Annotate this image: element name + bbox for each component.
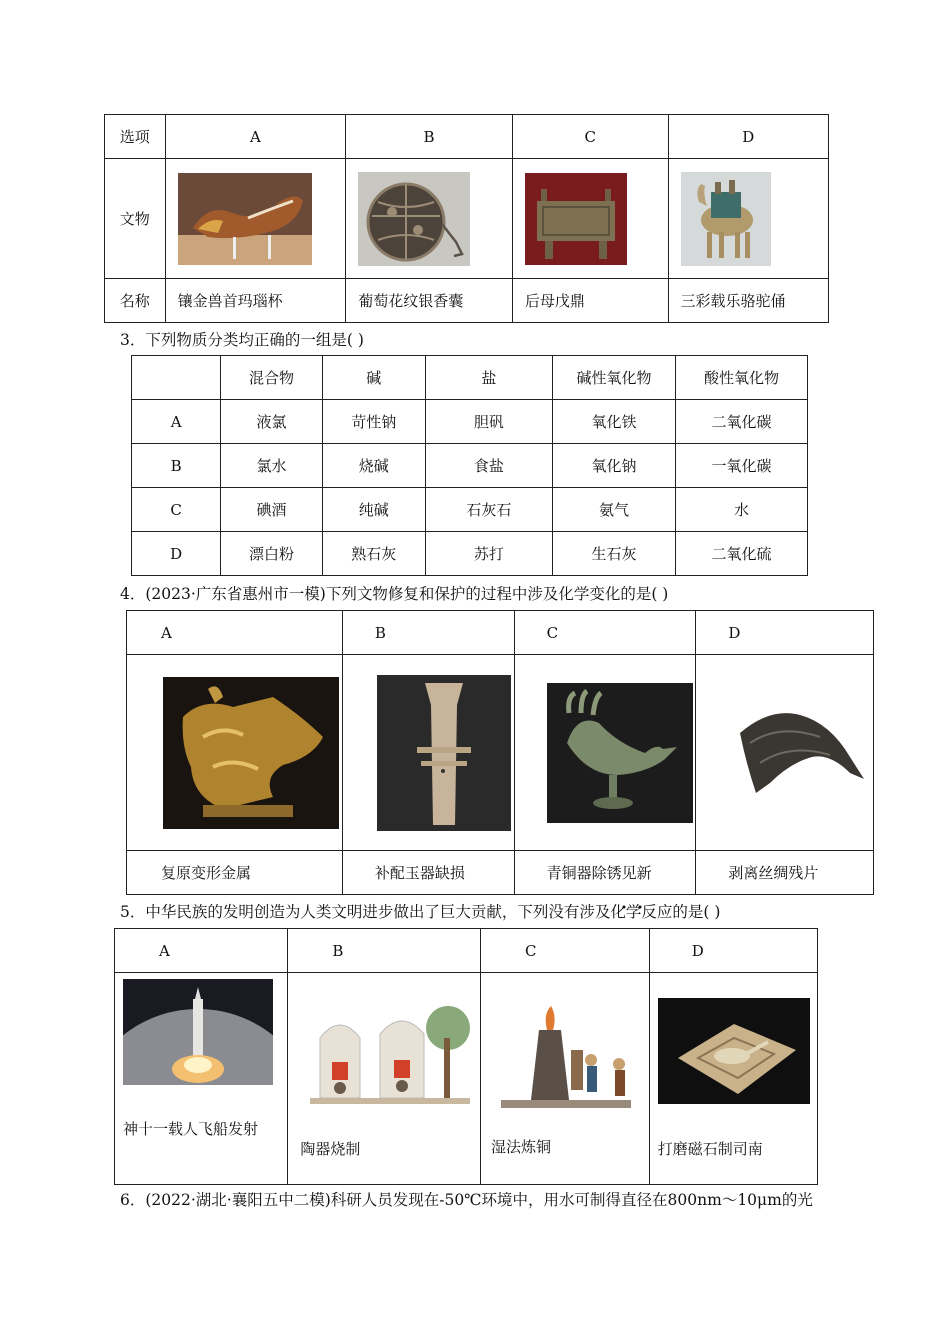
artifact-b-cell [346,159,513,279]
jade-blade-image [377,675,511,831]
table-cell: 苛性钠 [322,400,425,444]
class-row-d [132,532,808,576]
rocket-launch-image [123,979,273,1085]
q5-caption-b: 陶器烧制 [300,1140,361,1158]
artifact-table [104,114,829,323]
invention-table [114,928,818,1185]
table-cell: 胆矾 [425,400,552,444]
q4-image-a-cell [127,655,343,851]
q5-cell-d [649,973,817,1185]
table-cell: 生石灰 [552,532,675,576]
q4-option-c: C [514,611,696,655]
class-header-salt: 盐 [425,356,552,400]
pottery-kiln-image [300,998,472,1122]
q5-option-d: D [649,929,817,973]
q5-cell-c [480,973,649,1185]
q4-image-d-cell [696,655,874,851]
copper-smelting-image [491,1000,641,1120]
q5-option-a: A [115,929,288,973]
name-c: 后母戊鼎 [512,279,668,323]
q5-caption-d: 打磨磁石制司南 [657,1140,763,1158]
row-label-name: 名称 [105,279,166,323]
class-header-acidic-oxide: 酸性氧化物 [675,356,807,400]
table-cell: 石灰石 [425,488,552,532]
name-a: 镶金兽首玛瑙杯 [165,279,346,323]
header-d: D [668,115,829,159]
table-cell: 食盐 [425,444,552,488]
q4-caption-c: 青铜器除锈见新 [514,851,696,895]
class-header-empty [132,356,221,400]
question-3-text: 3．下列物质分类均正确的一组是( ) [120,331,364,349]
q4-image-b-cell [342,655,514,851]
table-cell: 氯水 [221,444,322,488]
classification-table [131,355,808,576]
table-cell: 二氧化硫 [675,532,807,576]
question-5-text: 5．中华民族的发明创造为人类文明进步做出了巨大贡献，下列没有涉及化学反应的是( ) [120,903,721,921]
table-cell: 熟石灰 [322,532,425,576]
bronze-bird-image [547,683,693,823]
table-cell: 纯碱 [322,488,425,532]
name-b: 葡萄花纹银香囊 [346,279,513,323]
artifact-a-cell [165,159,346,279]
class-header-base: 碱 [322,356,425,400]
header-option: 选项 [105,115,166,159]
question-6-text: 6．(2022·湖北·襄阳五中二模)科研人员发现在-50℃环境中，用水可制得直径在800nm～10μm的光 [120,1191,813,1209]
agate-cup-image [178,173,312,265]
table-cell: 水 [675,488,807,532]
q5-cell-a [115,973,288,1185]
tricolor-camel-image [681,172,771,266]
compass-sinan-image [658,998,810,1104]
row-label-artifact: 文物 [105,159,166,279]
table-cell: B [132,444,221,488]
q4-option-b: B [342,611,514,655]
header-c: C [512,115,668,159]
silk-fragment-image [730,693,870,813]
table-cell: 烧碱 [322,444,425,488]
q5-caption-c: 湿法炼铜 [490,1138,551,1156]
q4-image-c-cell [514,655,696,851]
table-cell: 氨气 [552,488,675,532]
table-cell: 氧化钠 [552,444,675,488]
header-b: B [346,115,513,159]
gold-mask-image [163,677,339,829]
table-cell: 碘酒 [221,488,322,532]
question-4-text: 4．(2023·广东省惠州市一模)下列文物修复和保护的过程中涉及化学变化的是( ) [120,585,669,603]
q5-option-c: C [480,929,649,973]
q4-option-d: D [696,611,874,655]
artifact-d-cell [668,159,829,279]
restoration-table [126,610,874,895]
table-cell: A [132,400,221,444]
table-cell: 液氯 [221,400,322,444]
table-cell: 一氧化碳 [675,444,807,488]
class-header-basic-oxide: 碱性氧化物 [552,356,675,400]
q4-option-a: A [127,611,343,655]
class-row-c [132,488,808,532]
artifact-c-cell [512,159,668,279]
table-cell: C [132,488,221,532]
table-cell: 苏打 [425,532,552,576]
q5-cell-b [288,973,481,1185]
table-cell: 氧化铁 [552,400,675,444]
header-a: A [165,115,346,159]
name-d: 三彩载乐骆驼俑 [668,279,829,323]
class-header-mixture: 混合物 [221,356,322,400]
q4-caption-d: 剥离丝绸残片 [696,851,874,895]
class-row-b [132,444,808,488]
class-row-a [132,400,808,444]
bronze-ding-image [525,173,627,265]
q5-option-b: B [288,929,481,973]
q4-caption-b: 补配玉器缺损 [342,851,514,895]
table-cell: D [132,532,221,576]
silver-incense-ball-image [358,172,470,266]
table-cell: 二氧化碳 [675,400,807,444]
q5-caption-a: 神十一载人飞船发射 [123,1120,259,1138]
table-cell: 漂白粉 [221,532,322,576]
q4-caption-a: 复原变形金属 [127,851,343,895]
